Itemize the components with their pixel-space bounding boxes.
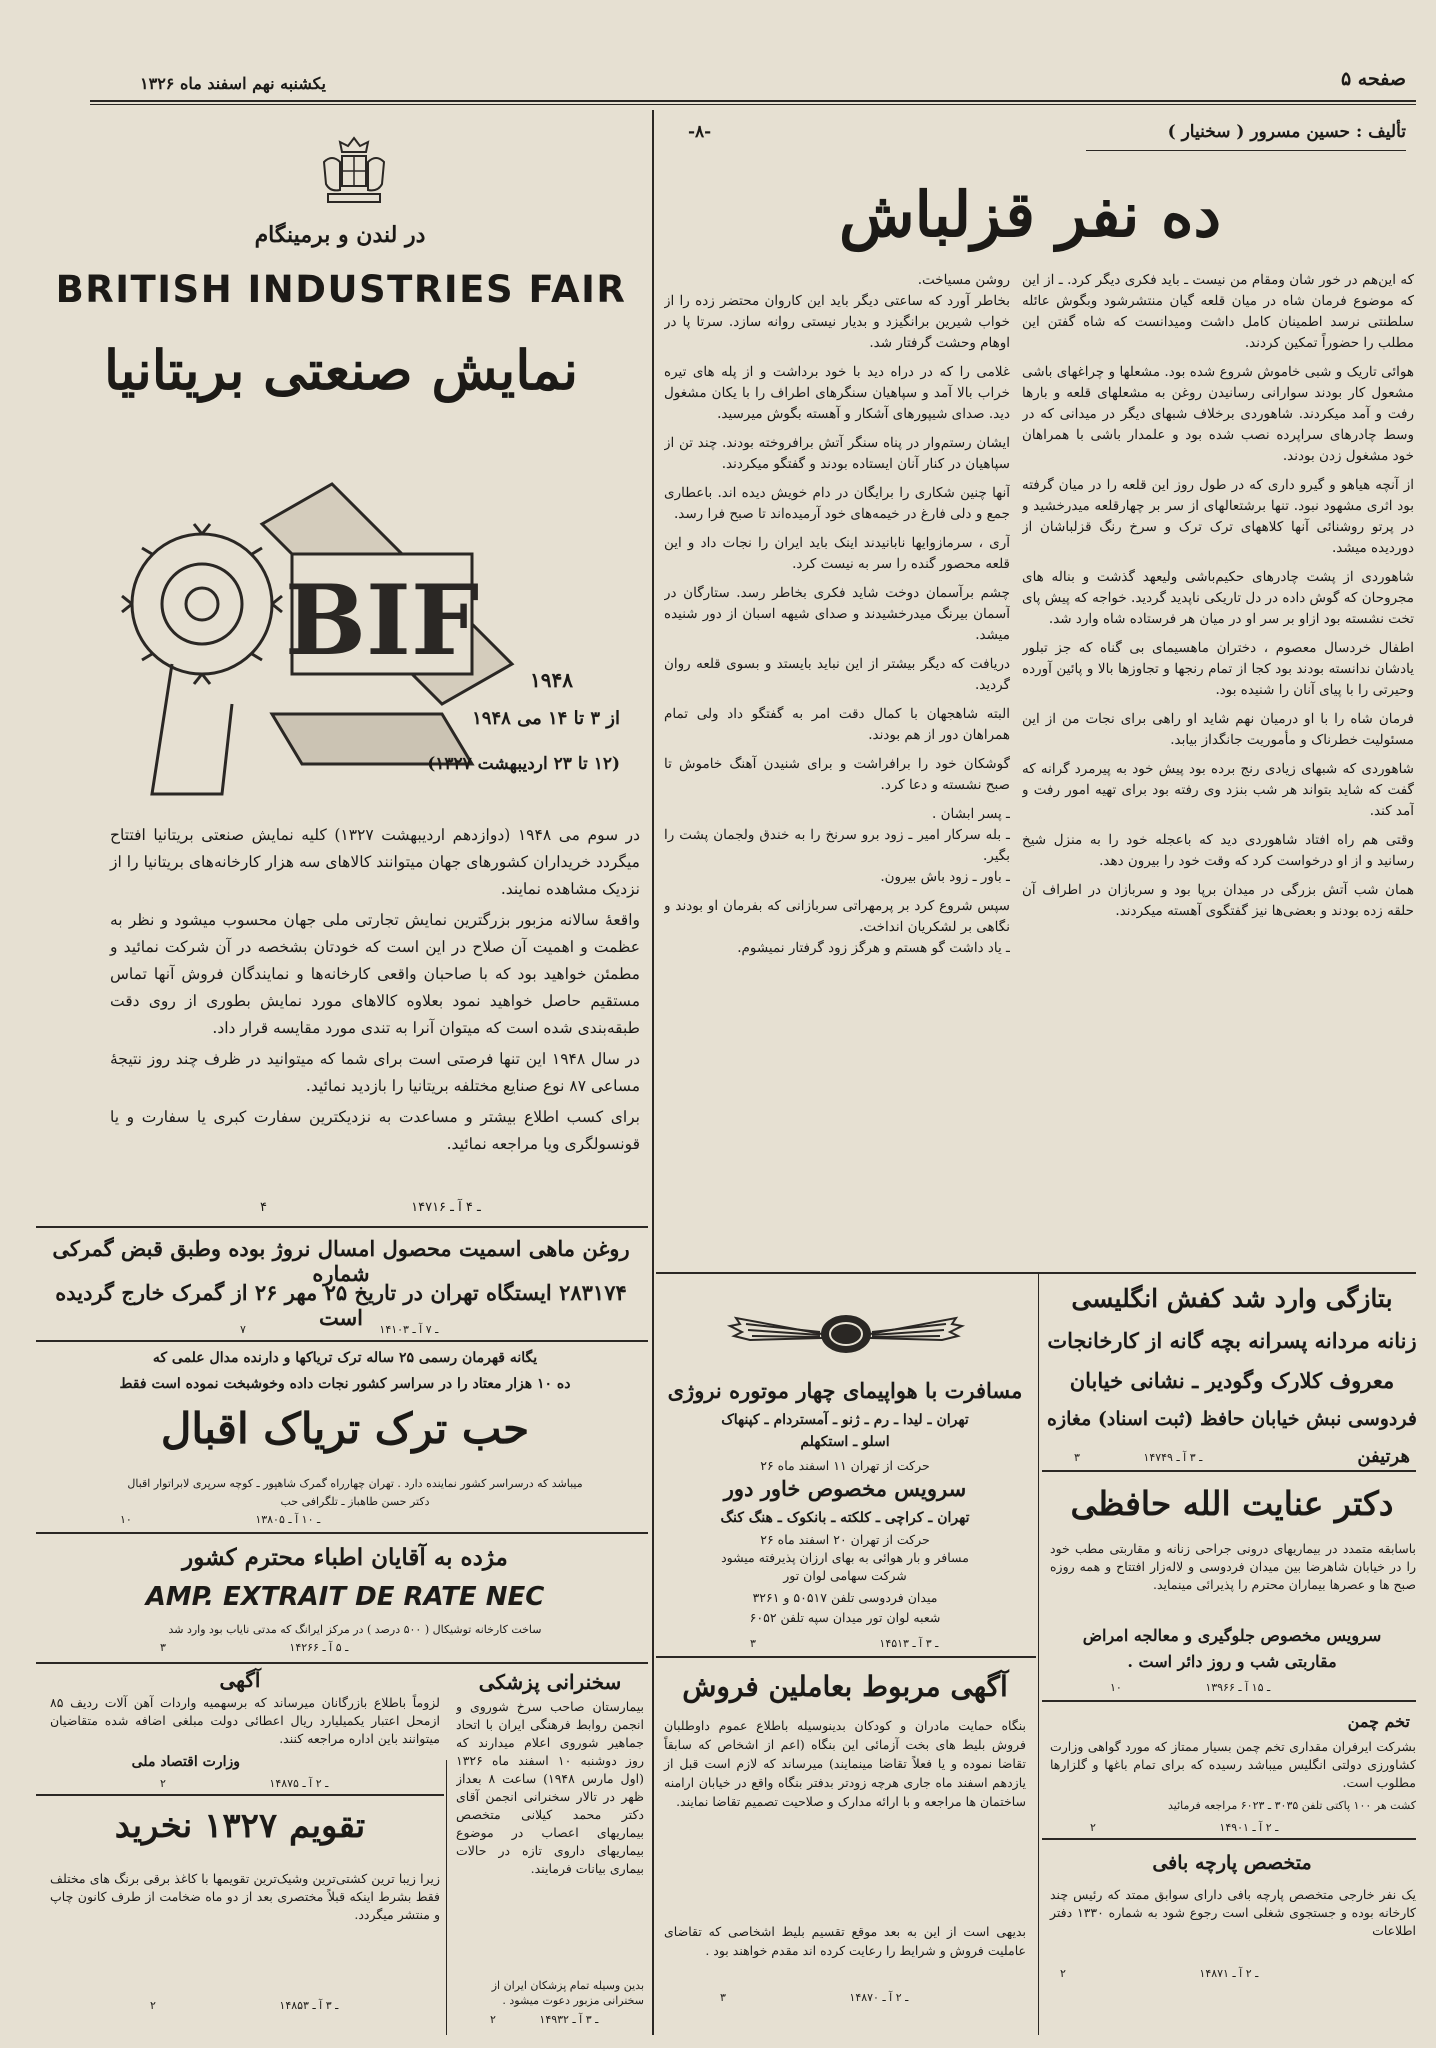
ad-code: آ ـ ۱۴۸۷۵ — [269, 1777, 313, 1790]
seeds-body: بشرکت ایرفران مقداری تخم چمن بسیار ممتاز که مورد گواهی وزارت کشاورزی دولتی انگلیس میباشد رسیده که برای تمام باغها و گلزارها مطلوب است. — [1050, 1739, 1416, 1790]
seeds-ad-code — [1090, 1820, 1278, 1835]
fabric-title: متخصص پارچه بافی — [1152, 1852, 1312, 1874]
notice-bottom-rule — [36, 1794, 444, 1796]
ad-code: آ ـ ۱۴۲۶۶ — [289, 1641, 333, 1654]
doctors-body: ساخت کارخانه توشیکال ( ۵۰۰ درصد ) در مرکز ایرانگ که مدتی نایاب بود وارد شد — [168, 1623, 542, 1636]
pill-line-1: یگانه قهرمان رسمی ۲۵ ساله ترک تریاکها و دارنده مدال علمی که — [152, 1350, 538, 1366]
pill-footer: میباشد که درسراسر کشور نماینده دارد . تهران چهارراه گمرک شاهپور ـ کوچه سرپری لابراتوار اقبال — [127, 1477, 583, 1490]
doctor-service-2: مقاربتی شب و روز دائر است . — [1127, 1652, 1337, 1671]
seeds-body-2: کشت هر ۱۰۰ پاکتی تلفن ۳۰۳۵ ـ ۶۰۲۳ مراجعه فرمائید — [1168, 1799, 1416, 1812]
fair-dates-alt: (۱۲ تا ۲۳ اردیبهشت ۱۳۲۷) — [427, 754, 620, 774]
airline-route-1: تهران ـ لیدا ـ رم ـ ژنو ـ آمستردام ـ کپنهاک — [721, 1412, 969, 1428]
fair-bottom-rule — [36, 1226, 648, 1228]
pill-bottom-rule — [36, 1532, 648, 1534]
airline-title: مسافرت با هواپیمای چهار موتوره نروژی — [667, 1378, 1023, 1403]
doctor-bottom-rule — [1042, 1700, 1416, 1702]
airline-route-2: اسلو ـ استکهلم — [800, 1434, 890, 1450]
calendar-body: زیرا زیبا ترین کشتی‌ترین وشیک‌ترین تقویمها با کاغذ برقی برنگ های مختلف فقط بشرط اینکه قبلاً مختصری بعد از دو ماه ضخامت از طرف کانون چاپ و منتشر میگردد. — [50, 1871, 440, 1922]
doctors-bottom-rule — [36, 1662, 648, 1664]
doctor-title: دکتر عنایت الله حافظی — [1070, 1484, 1394, 1523]
serial-paragraph: شاهوردی از پشت چادرهای حکیم‌باشی ولیعهد گذشت و بناله های مجروحان که گوش داده در دل تاریکی ناپدید گردید. خواجه که پیش پای تخت نشسته بود ازاو بر سر او در میان هر فرستاده شاه وارد شد. — [1022, 569, 1414, 627]
serial-paragraph: بخاطر آورد که ساعتی دیگر باید این کاروان محتضر زده را از خواب شیرین برانگیزد و بدیار نیستی روانه سازد. سرتا پا در اوهام وحشت گرفتار شد. — [664, 293, 1010, 351]
fair-body — [110, 822, 640, 1158]
ad-code: آ ـ ۱۳۹۶۶ — [1205, 1681, 1249, 1694]
medical-footer: بدین وسیله تمام پزشکان ایران از سخنرانی مزبور دعوت میشود . — [491, 1979, 644, 2007]
crest-emblem — [314, 132, 394, 212]
serial-paragraph: ـ باور ـ زود باش بیرون. — [880, 869, 1010, 885]
ad-code: ۳ ـ ۳ — [750, 1637, 939, 1650]
serial-paragraph: ـ بله سرکار امیر ـ زود برو سرنخ را به خندق ولجمان پشت را بگیر. — [664, 827, 1010, 864]
customs-line-2: ۲۸۳۱۷۴ ایستگاه تهران در تاریخ ۲۵ مهر ۲۶ از گمرک خارج گردیده است — [55, 1280, 627, 1330]
doctors-subtitle: AMP. EXTRAIT DE RATE NEC — [145, 1582, 545, 1612]
fair-paragraph: در سال ۱۹۴۸ این تنها فرصتی است برای شما که میتوانید در ظرف چند روز نتیجهٔ مساعی ۸۷ نوع صنایع مختلفه بریتانیا را بازدید نمائید. — [110, 1050, 640, 1095]
airline-route-3: تهران ـ کراچی ـ کلکته ـ بانکوک ـ هنگ کنگ — [720, 1510, 970, 1526]
shoes-line-4: فردوسی نبش خیابان حافظ (ثبت اسناد) مغازه — [1047, 1408, 1417, 1430]
serial-paragraph: فرمان شاه را با او درمیان نهم شاید او راهی برای نجات من از این مسئولیت خطرناک و مأموریت جانگداز بیابد. — [1022, 711, 1414, 748]
serial-paragraph: روشن مسیاخت. — [917, 272, 1010, 288]
fair-ad-code — [260, 1200, 481, 1215]
ad-code: ۱۰ ـ ۱۵ — [1110, 1681, 1271, 1694]
fair-dates: از ۳ تا ۱۴ می ۱۹۴۸ — [472, 708, 620, 729]
notice-body: لزوماً باطلاع بازرگانان میرساند که برسهمیه واردات آهن آلات ردیف ۸۵ ازمحل اعتبار یکمیلیارد ریال اعطائی دولت مبلغی اضافه شده متقاضیان میتوانند باین اداره مراجعه کنند. — [50, 1695, 440, 1746]
serial-paragraph: البته شاهجهان با کمال دقت امر به گفتگو داد ولی تمام همراهان دور از هم بودند. — [664, 706, 1010, 743]
page-label: صفحه ۵ — [1340, 68, 1406, 90]
shoes-line-1: بتازگی وارد شد کفش انگلیسی — [1071, 1284, 1393, 1313]
fair-year: ۱۹۴۸ — [530, 668, 573, 692]
shoes-bottom-rule — [1042, 1470, 1416, 1472]
airline-address-2: شعبه لوان تور میدان سپه تلفن ۶۰۵۲ — [749, 1610, 941, 1625]
issue-date: یکشنبه نهم اسفند ماه ۱۳۲۶ — [140, 74, 326, 93]
ad-code: ۲ ـ ۲ — [1090, 1821, 1279, 1834]
ad-code: آ ـ ۱۴۵۱۳ — [879, 1637, 923, 1650]
customs-line-1: روغن ماهی اسمیت محصول امسال نروژ بوده وطبق قبض گمرکی شماره — [52, 1236, 630, 1286]
serial-paragraph: ـ پسر ابشان . — [932, 806, 1010, 822]
fair-title-en: BRITISH INDUSTRIES FAIR — [55, 268, 627, 311]
ad-code: ۲ ـ ۲ — [1060, 1967, 1259, 1980]
serial-paragraph: آنها چنین شکاری را برایگان در دام خویش دیده اند. باعطاری جمع و دلی فارغ در خیمه‌های خود آرمیده‌اند تا صبح فرا رسد. — [664, 485, 1010, 522]
ad-code: ۳ ـ ۲ — [720, 1991, 909, 2004]
airline-wings-logo — [726, 1304, 966, 1364]
doctor-ad-code — [1110, 1680, 1270, 1695]
serial-paragraph: شاهوردی که شبهای زیادی رنج برده بود پیش خود به پیرمرد گرانه که گفت که شاید بتواند هر شب بنزد وی رفته بود برای تهیه امور رفت و آمد کند. — [1022, 761, 1414, 819]
medical-title: سخنرانی پزشکی — [478, 1670, 622, 1694]
ad-code: ۳ ـ ۳ — [1074, 1451, 1203, 1464]
ad-code: ۴ ـ ۴ — [260, 1200, 481, 1215]
ad-code: آ ـ ۱۴۸۵۳ — [279, 1999, 323, 2012]
header-rule-2 — [90, 104, 1416, 105]
seeds-bottom-rule — [1042, 1838, 1416, 1840]
shoes-line-3: معروف کلارک وگودیر ـ نشانی خیابان — [1069, 1368, 1395, 1393]
airline-address: میدان فردوسی تلفن ۵۰۵۱۷ و ۳۲۶۱ — [752, 1590, 938, 1605]
medical-body: بیمارستان صاحب سرخ شوروی و انجمن روابط فرهنگی ایران با اتحاد جماهیر شوروی اعلام میدارند که روز دوشنبه ۱۰ اسفند ماه ۱۳۲۶ (اول مارس ۱۹۴۸) ساعت ۸ بعداز ظهر در تالار سخنرانی انجمن آقای دکتر محمد کیلانی متخصص بیماریهای اعصاب در موضوع بیماریهای داروی تازه در حالات بیماری بیانات فرمایند. — [456, 1699, 644, 1876]
airline-ad-code — [750, 1636, 938, 1651]
ad-code: آ ـ ۱۴۸۷۰ — [849, 1991, 893, 2004]
left-ad-column-divider — [446, 1760, 447, 2035]
ad-code: ۲ ـ ۲ — [160, 1777, 329, 1790]
ad-code: آ ـ ۱۴۸۷۱ — [1199, 1967, 1243, 1980]
traders-ad-code — [720, 1990, 908, 2005]
ad-code: ۷ ـ ۷ — [240, 1323, 439, 1336]
serial-column-left — [664, 270, 1010, 1270]
ad-code: آ ـ ۱۴۹۰۱ — [1219, 1821, 1263, 1834]
seeds-title: تخم چمن — [1347, 1712, 1410, 1731]
serial-paragraph: سپس شروع کرد بر پرمهراتی سربازانی که بفرمان او بودند و نگاهی بر لشکریان انداخت. — [664, 898, 1010, 935]
right-ad-column-divider — [1038, 1272, 1039, 2035]
ad-code: آ ـ ۱۴۹۳۲ — [539, 2013, 583, 2026]
serial-column-right — [1022, 270, 1414, 1270]
doctor-body: باسابقه متمدد در بیماریهای درونی جراحی زنانه و مقاربتی مطب خود را در خیابان شاهرضا بین میدان فردوسی و لاله‌زار افتتاح و همه روزه صبح ها و عصرها بیماران محترم را پذیرائی مینماید. — [1050, 1541, 1416, 1592]
calendar-title: تقویم ۱۳۲۷ نخرید — [114, 1806, 366, 1846]
serial-paragraph: همان شب آتش بزرگی در میدان برپا بود و سربازان در اطراف آن حلقه زده بودند و بعضی‌ها نیز گفتگوی آهسته میکردند. — [1022, 882, 1414, 919]
doctors-ad-code — [160, 1640, 348, 1655]
notice-signature: وزارت اقتصاد ملی — [131, 1754, 240, 1770]
fair-paragraph: در سوم می ۱۹۴۸ (دوازدهم اردیبهشت ۱۳۲۷) کلیه نمایش صنعتی بریتانیا افتتاح میگردد خریداران کشورهای جهان میتوانند کالاهای سه هزار کارخانه‌های بریتانیا را از نزدیک مشاهده نمایند. — [110, 826, 641, 898]
shoes-ad-code — [1074, 1450, 1202, 1465]
calendar-ad-code — [150, 1998, 338, 2013]
ad-code: ۱۰ ـ ۱۰ — [120, 1513, 321, 1526]
ad-code: ۲ ـ ۳ — [150, 1999, 339, 2012]
ad-code: آ ـ ۱۳۸۰۵ — [255, 1513, 299, 1526]
ad-code: آ ـ ۱۴۷۴۹ — [1143, 1451, 1187, 1464]
serial-paragraph: ـ یاد داشت گو هستم و هرگز زود گرفتار نمیشوم. — [737, 940, 1010, 956]
traders-body-2: بدیهی است از این به بعد موقع تقسیم بلیط اشخاصی که تقاضای عاملیت فروش و شرایط را رعایت کرده اند مقدم خواهند بود . — [664, 1924, 1026, 1958]
serial-paragraph: هوائی تاریک و شبی خاموش شروع شده بود. مشعلها و چراغهای باشی مشعول کار بودند سوارانی رسانیدن روغن به مشعلهای قلعه و بارها رفت و آمد میکردند. شاهوردی برخلاف شبهای دیگر در میدانی که در وسط چادرهای سراپرده نصب شده بود و علمدار باشی با همراهان خود مشغول زدن بودند. — [1022, 364, 1414, 464]
ad-code: آ ـ ۱۴۱۰۳ — [379, 1323, 423, 1336]
serial-paragraph: غلامی را که در دراه دید با خود برداشت و از پله های تیره خراب بالا آمد و سپاهیان سنگرهای اطراف را با یکان مشغول دید. صدای شیپورهای آشکار و آهسته بگوش میرسید. — [664, 364, 1010, 422]
notice-title: آگهی — [219, 1668, 261, 1692]
airline-bottom-rule — [656, 1656, 1036, 1658]
traders-title: آگهی مربوط بعاملین فروش — [682, 1670, 1008, 1703]
serial-paragraph: گوشکان خود را برافراشت و برای شنیدن آهنگ خاموش تا صبح نشسته و دعا کرد. — [664, 756, 1010, 793]
shoes-brand: هرتیفن — [1357, 1446, 1410, 1467]
serial-paragraph: دریافت که دیگر بیشتر از این نباید بایستد و بسوی قلعه روان گردید. — [664, 656, 1010, 693]
airline-company: شرکت سهامی لوان تور — [783, 1568, 907, 1583]
serial-bottom-rule — [656, 1272, 1416, 1274]
fabric-body: یک نفر خارجی متخصص پارچه بافی دارای سوابق ممتد که رئیس چند کارخانه بوده و جستجوی شغلی است رجوع شود به شماره ۱۳۳۰ دفتر اطلاعات — [1050, 1887, 1416, 1938]
ad-code: آ ـ ۱۴۷۱۶ — [411, 1200, 462, 1215]
pill-title: حب ترک تریاک اقبال — [160, 1404, 530, 1453]
main-column-divider — [652, 110, 654, 2035]
traders-body: بنگاه حمایت مادران و کودکان بدینوسیله باطلاع عموم داوطلبان فروش بلیط های بخت آزمائی این بنگاه (اعم از اشخاص که سابقاً تقاضا نموده و یا فعلاً تقاضا مینمایند) میرساند که لازم است قبل از یازدهم اسفند ماه جاری هرچه زودتر بدفتر بنگاه واقع در خیابان ارامنه ساختمان ها مراجعه و با ارائه مدارک و صلاحیت تصمیم تقاضا نمایند. — [664, 1718, 1026, 1809]
medical-ad-code — [490, 2012, 598, 2027]
fair-location: در لندن و برمینگام — [254, 222, 426, 248]
pill-line-2: ده ۱۰ هزار معتاد را در سراسر کشور نجات داده وخوشبخت نموده است فقط — [119, 1376, 571, 1392]
serial-paragraph: ایشان رستم‌وار در پناه سنگر آتش برافروخته بودند. چند تن از سپاهیان در کنار آنان ایستاده بودند و گفتگو میکردند. — [664, 435, 1010, 472]
serial-paragraph: وقتی هم راه افتاد شاهوردی دید که باعجله خود را به منزل شیخ رسانید و از او درخواست کرد که وقت خود را بیرون دهد. — [1022, 832, 1414, 869]
serial-title: ده نفر قزلباش — [838, 178, 1222, 251]
fair-title-fa: نمایش صنعتی بریتانیا — [103, 338, 579, 402]
serial-paragraph: آری ، سرمازوایها نابانیدند اینک باید ایران را نجات داد و این قلعه محصور گنده را سر به نیست کرد. — [664, 535, 1010, 572]
shoes-line-2: زنانه مردانه پسرانه بچه گانه از کارخانجات — [1047, 1328, 1417, 1353]
pill-ad-code — [120, 1512, 320, 1527]
notice-ad-code — [160, 1776, 328, 1791]
fair-paragraph: برای کسب اطلاع بیشتر و مساعدت به نزدیکترین سفارت کبری یا سفارت و یا قونسولگری ویا مراجعه نمائید. — [110, 1108, 640, 1153]
serial-paragraph: اطفال خردسال معصوم ، دختران ماهسیمای بی گناه که جز تبلور یادشان ندانسته بودند بود کجا از تمام رنجها و تجاوزها بالا و پائین آورده وحیرتی را با پیای آنان را شنیده بود. — [1022, 640, 1414, 698]
fair-paragraph: واقعهٔ سالانه مزبور بزرگترین نمایش تجارتی ملی جهان محسوب میشود و نظر به عظمت و اهمیت آن صلاح در این است که خودتان بشخصه در آن شرکت نمائید و مطمئن خواهید بود که با صاحبان واقعی کارخانه‌ها و نمایندگان فروش آنها تماس مستقیم حاصل خواهید نمود بعلاوه کالاهای مورد نمایش بطوری از روی دقت طبقه‌بندی شده است که میتوان آنرا به تندی مورد مقایسه قرار داد. — [110, 911, 640, 1037]
airline-title-2: سرویس مخصوص خاور دور — [723, 1476, 967, 1501]
airline-depart-1: حرکت از تهران ۱۱ اسفند ماه ۲۶ — [760, 1458, 930, 1473]
header-rule — [90, 100, 1416, 102]
serial-paragraph: چشم برآسمان دوخت شاید فکری بخاطر رسد. ستارگان در آسمان بیرنگ میدرخشیدند و صدای شیهه اسبان از دور شنیده میشد. — [664, 585, 1010, 643]
serial-author: تألیف : حسین مسرور ( سخنیار ) — [1167, 122, 1406, 142]
serial-paragraph: از آنچه هیاهو و گیرو داری که در طول روز این قلعه را در میان گرفته بود اثری مشهود نبود. تنها برشتعالهای از سر بر چهارقلعه میدرخشید و در پرتو روشنائی آنها کلاههای ترک ترک و سرخ رنگ قزلباشان از دوردیده میشد. — [1022, 477, 1414, 556]
doctor-service: سرویس مخصوص جلوگیری و معالجه امراض — [1082, 1626, 1382, 1645]
ad-code: ۳ ـ ۵ — [160, 1641, 349, 1654]
airline-depart-2: حرکت از تهران ۲۰ اسفند ماه ۲۶ — [760, 1532, 930, 1547]
serial-paragraph: که این‌هم در خور شان ومقام من نیست ـ باید فکری دیگر کرد. ـ از این که موضوع فرمان شاه در میان قلعه گیان منتشرشود وبگوش عائله سلطنتی نرسد اطمینان کامل داشت ومیدانست که شاه گفتن این مطلب را حضوراً تمکین کردند. — [1022, 272, 1414, 351]
pill-footer-2: دکتر حسن طاهباز ـ تلگرافی حب — [280, 1495, 430, 1508]
customs-bottom-rule — [36, 1340, 648, 1342]
center-page-number: -۸- — [688, 122, 712, 142]
customs-ad-code — [240, 1322, 438, 1337]
author-underline — [1086, 150, 1406, 151]
ad-code: ۲ ـ ۳ — [490, 2013, 599, 2026]
doctors-title: مژده به آقایان اطباء محترم کشور — [182, 1544, 508, 1571]
fabric-ad-code — [1060, 1966, 1258, 1981]
bif-logo-text: BIF — [284, 564, 480, 677]
airline-line: مسافر و بار هوائی به بهای ارزان پذیرفته میشود — [721, 1550, 969, 1565]
